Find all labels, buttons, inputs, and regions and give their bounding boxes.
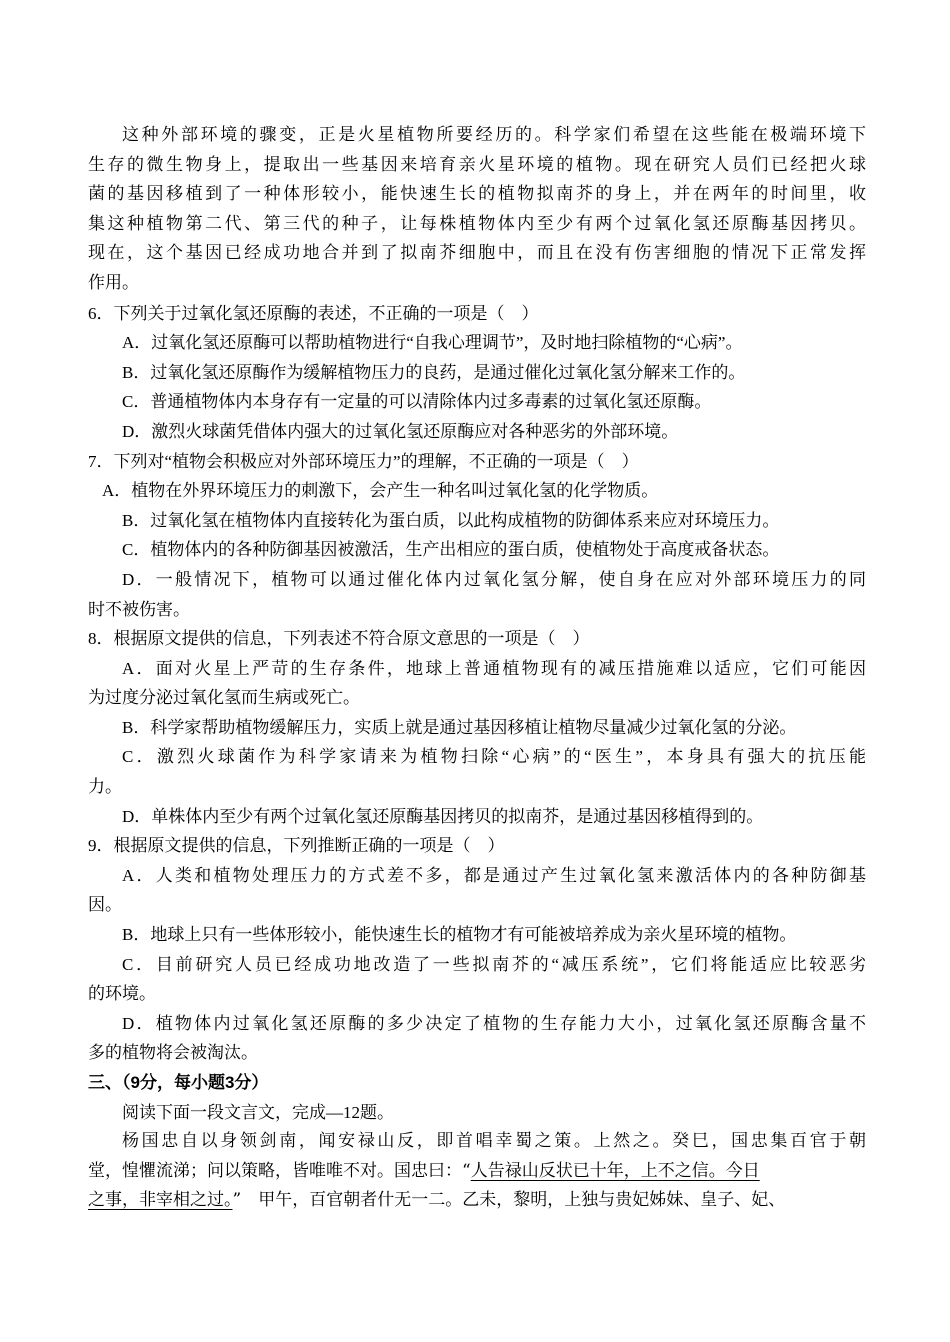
classical-text-line (88, 1186, 866, 1216)
option-a-continued: 为过度分泌过氧化氢而生病或死亡。 (88, 688, 360, 708)
passage-line: 作用。 (88, 272, 139, 293)
option-c: C．激烈火球菌作为科学家请来为植物扫除“心病”的“医生”，本身具有强大的抗压能 (122, 747, 866, 767)
section-instruction: 阅读下面一段文言文，完成—12题。 (122, 1102, 394, 1122)
question-stem: 8．根据原文提供的信息，下列表述不符合原文意思的一项是（ ） (88, 629, 590, 649)
question-stem: 9．根据原文提供的信息，下列推断正确的一项是（ ） (88, 836, 505, 856)
option-b: B．过氧化氢还原酶作为缓解植物压力的良药，是通过催化过氧化氢分解来工作的。 (122, 362, 746, 382)
question-7 (88, 447, 866, 625)
option-b: B．科学家帮助植物缓解压力，实质上就是通过基因移植让植物尽量减少过氧化氢的分泌。 (122, 717, 797, 737)
option-a: A．人类和植物处理压力的方式差不多，都是通过产生过氧化氢来激活体内的各种防御基 (122, 865, 866, 885)
option-c: C．目前研究人员已经成功地改造了一些拟南芥的“减压系统”，它们将能适应比较恶劣 (122, 954, 866, 974)
question-6 (88, 299, 866, 447)
question-8 (88, 624, 866, 831)
question-stem: 6．下列关于过氧化氢还原酶的表述，不正确的一项是（ ） (88, 303, 539, 323)
exam-page (88, 121, 866, 1216)
underlined-sentence: 人告禄山反状已十年，上不之信。今日 (470, 1160, 760, 1181)
section-3 (88, 1068, 866, 1216)
section-title: 三、（9分，每小题3分） (88, 1073, 269, 1092)
option-d: D．一般情况下，植物可以通过催化体内过氧化氢分解，使自身在应对外部环境压力的同 (122, 569, 866, 589)
option-c: C．普通植物体内本身存有一定量的可以清除体内过多毒素的过氧化氢还原酶。 (122, 392, 712, 412)
option-b: B．地球上只有一些体形较小，能快速生长的植物才有可能被培养成为亲火星环境的植物。 (122, 925, 797, 945)
classical-text-line (88, 1157, 866, 1187)
option-a: A．面对火星上严苛的生存条件，地球上普通植物现有的减压措施难以适应，它们可能因 (122, 658, 866, 678)
passage-line: 这种外部环境的骤变，正是火星植物所要经历的。科学家们希望在这些能在极端环境下 (122, 125, 866, 145)
option-d-continued: 时不被伤害。 (88, 599, 190, 619)
classical-text-line: 杨国忠自以身领剑南，闻安禄山反，即首唱幸蜀之策。上然之。癸巳，国忠集百官于朝 (122, 1131, 866, 1152)
underlined-sentence: 之事，非宰相之过。 (88, 1190, 233, 1211)
classical-text-segment: 堂，惶懼流涕；问以策略，皆唯唯不对。国忠曰：“ (88, 1160, 471, 1181)
passage-line: 菌的基因移植到了一种体形较小，能快速生长的植物拟南芥的身上，并在两年的时间里，收 (88, 184, 866, 205)
option-d: D．植物体内过氧化氢还原酶的多少决定了植物的生存能力大小，过氧化氢还原酶含量不 (122, 1013, 866, 1033)
question-9 (88, 831, 866, 1068)
question-stem: 7．下列对“植物会积极应对外部环境压力”的理解，不正确的一项是（ ） (88, 451, 639, 471)
option-d-continued: 多的植物将会被淘汰。 (88, 1043, 258, 1063)
option-d: D．单株体内至少有两个过氧化氢还原酶基因拷贝的拟南芥，是通过基因移植得到的。 (122, 806, 764, 826)
option-c: C．植物体内的各种防御基因被激活，生产出相应的蛋白质，使植物处于高度戒备状态。 (122, 540, 780, 560)
option-c-continued: 力。 (88, 777, 122, 797)
option-c-continued: 的环境。 (88, 984, 156, 1004)
passage (88, 121, 866, 299)
option-a: A．过氧化氢还原酶可以帮助植物进行“自我心理调节”，及时地扫除植物的“心病”。 (122, 333, 743, 353)
passage-line: 生存的微生物身上，提取出一些基因来培育亲火星环境的植物。现在研究人员们已经把火球 (88, 154, 866, 175)
option-d: D．激烈火球菌凭借体内强大的过氧化氢还原酶应对各种恶劣的外部环境。 (122, 421, 679, 441)
option-a: A．植物在外界环境压力的刺激下，会产生一种名叫过氧化氢的化学物质。 (102, 481, 659, 501)
option-a-continued: 因。 (88, 895, 122, 915)
classical-text-segment: ” 甲午，百官朝者什无一二。乙未，黎明，上独与贵妃姊妹、皇子、妃、 (232, 1190, 786, 1211)
passage-line: 集这种植物第二代、第三代的种子，让每株植物体内至少有两个过氧化氢还原酶基因拷贝。 (88, 213, 866, 234)
passage-line: 现在，这个基因已经成功地合并到了拟南芥细胞中，而且在没有伤害细胞的情况下正常发挥 (88, 243, 866, 264)
option-b: B．过氧化氢在植物体内直接转化为蛋白质，以此构成植物的防御体系来应对环境压力。 (122, 510, 780, 530)
